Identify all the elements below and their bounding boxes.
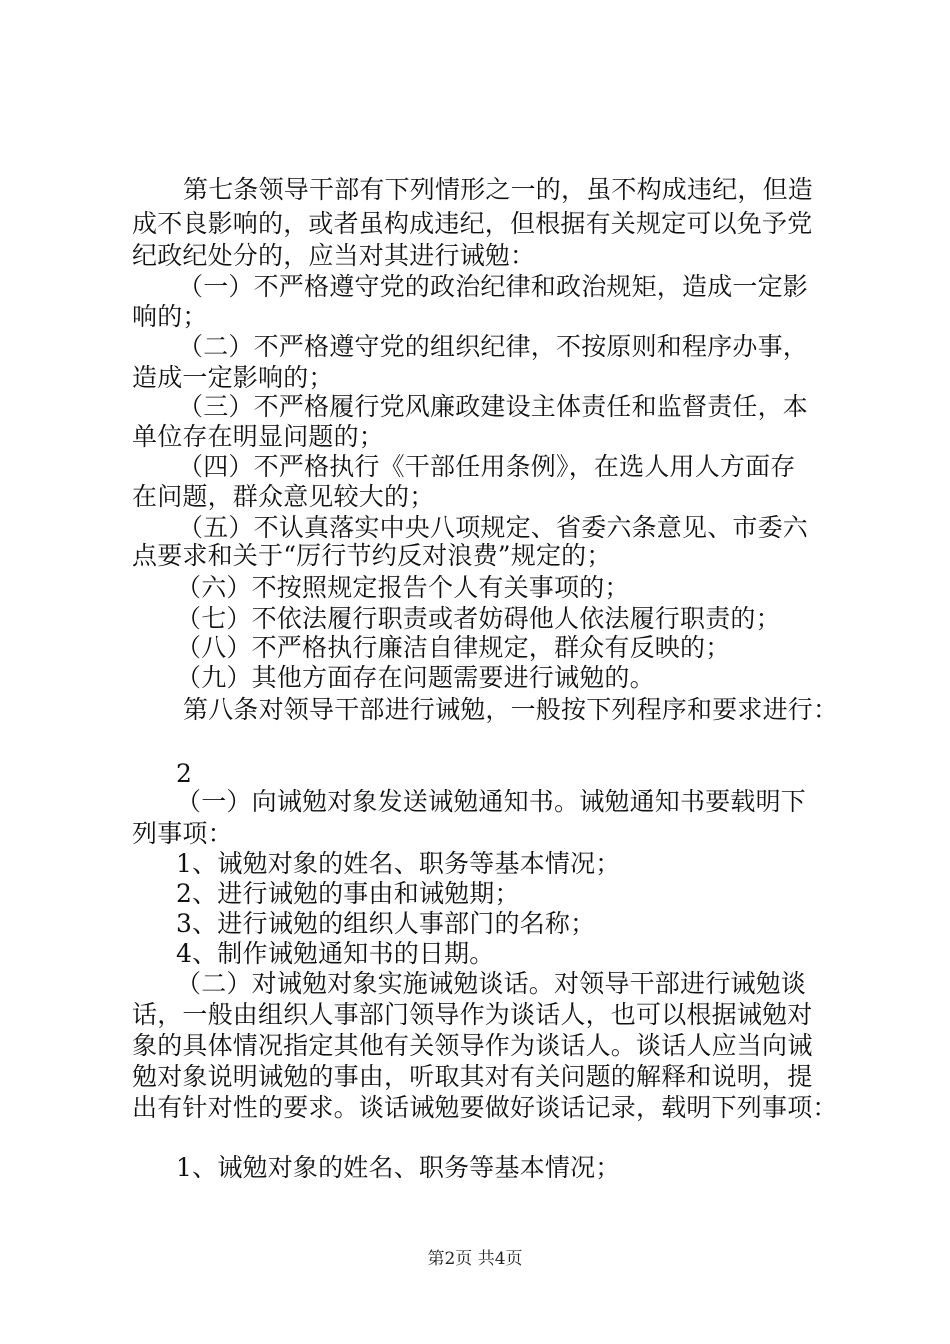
page-footer: 第2页 共4页 [427,1249,523,1269]
text-line: 4、制作诫勉通知书的日期。 [176,939,495,968]
text-line: （一）不严格遵守党的政治纪律和政治规矩，造成一定影 [178,272,809,301]
text-line: （五）不认真落实中央八项规定、省委六条意见、市委六 [178,513,809,542]
text-line: 造成一定影响的； [132,363,334,392]
text-line: 列事项： [132,819,233,848]
text-line: 象的具体情况指定其他有关领导作为谈话人。谈话人应当向诫 [132,1031,813,1060]
text-line: （二）不严格遵守党的组织纪律，不按原则和程序办事， [178,332,809,361]
text-line: （一）向诫勉对象发送诫勉通知书。诫勉通知书要载明下 [176,787,807,816]
text-line: 点要求和关于“厉行节约反对浪费”规定的； [132,541,612,570]
text-line: 1、诫勉对象的姓名、职务等基本情况； [176,849,621,878]
text-line: （九）其他方面存在问题需要进行诫勉的。 [176,663,655,692]
text-line: 第七条领导干部有下列情形之一的，虽不构成违纪，但造 [183,175,814,204]
text-line: 2、进行诫勉的事由和诫勉期； [176,879,520,908]
text-line: 响的； [132,302,208,331]
text-line: 勉对象说明诫勉的事由，听取其对有关问题的解释和说明，提 [132,1062,813,1091]
text-line: （三）不严格履行党风廉政建设主体责任和监督责任，本 [178,392,809,421]
text-line: 成不良影响的，或者虽构成违纪，但根据有关规定可以免予党 [132,209,813,238]
text-line: （六）不按照规定报告个人有关事项的； [176,573,630,602]
text-line: （七）不依法履行职责或者妨碍他人依法履行职责的； [176,604,781,633]
text-line: （四）不严格执行《干部任用条例》，在选人用人方面存 [178,452,796,481]
page-number-marker: 2 [176,759,193,788]
text-line: 话，一般由组织人事部门领导作为谈话人，也可以根据诫勉对 [132,1000,813,1029]
text-line: 第八条对领导干部进行诫勉，一般按下列程序和要求进行： [183,695,839,724]
text-line: （八）不严格执行廉洁自律规定，群众有反映的； [176,633,731,662]
text-line: 在问题，群众意见较大的； [132,482,435,511]
text-line: 单位存在明显问题的； [132,422,385,451]
text-line: 1、诫勉对象的姓名、职务等基本情况； [176,1153,621,1182]
text-line: 3、进行诫勉的组织人事部门的名称； [176,909,596,938]
text-line: 纪政纪处分的，应当对其进行诫勉： [132,241,536,270]
text-line: 出有针对性的要求。谈话诫勉要做好谈话记录，载明下列事项： [132,1093,838,1122]
text-line: （二）对诫勉对象实施诫勉谈话。对领导干部进行诫勉谈 [176,969,807,998]
